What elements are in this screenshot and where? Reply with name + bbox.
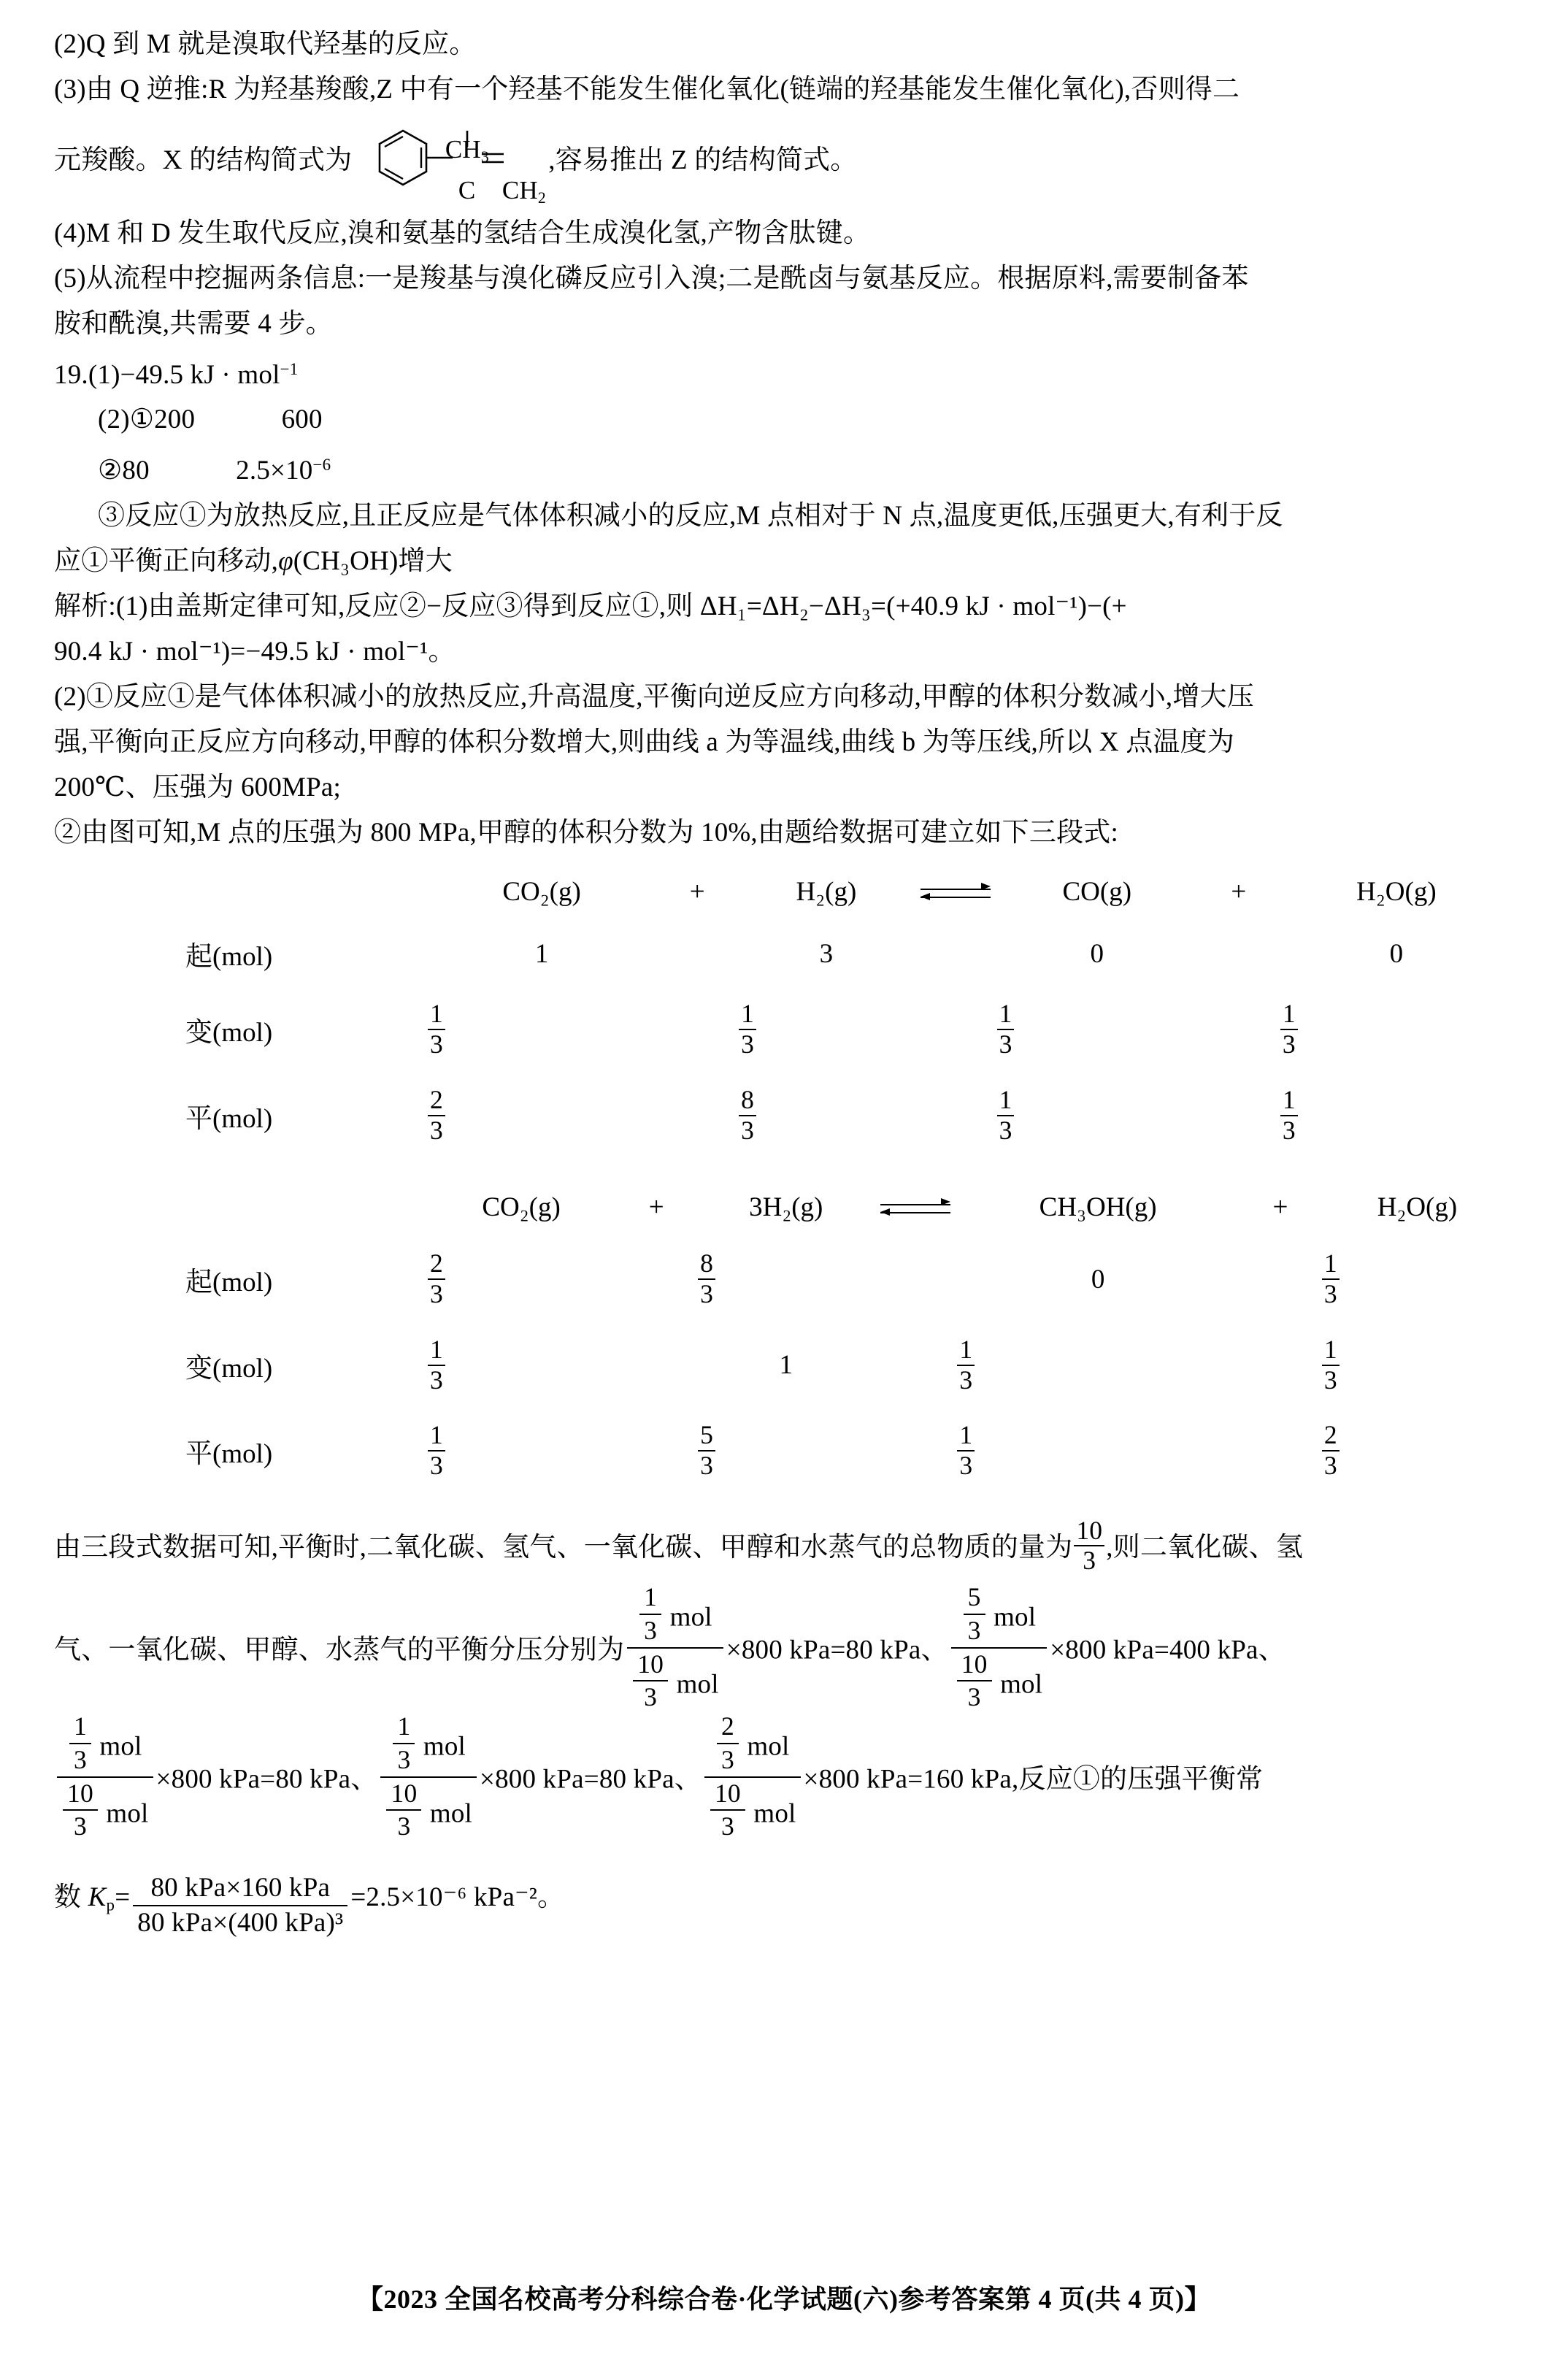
structural-formula-x — [359, 115, 546, 211]
table-row — [54, 1236, 1514, 1322]
partial-pressure-result-1: ×800 kPa=80 kPa、 — [726, 1635, 948, 1665]
phi-symbol: φ — [278, 546, 293, 577]
table2-row-1-cell-1: 1 — [779, 1350, 793, 1381]
table2-row-1-cell-3: $\frac{1}{3}$ — [1322, 1322, 1340, 1408]
calc-line-2-text: 气、一氧化碳、甲醇、水蒸气的平衡分压分别为 — [54, 1635, 625, 1665]
equilibrium-arrow-icon — [875, 1178, 956, 1236]
table1-row-2-cell-1: $\frac{8}{3}$ — [739, 1073, 756, 1159]
explanation-1-line-2: 90.4 kJ · mol⁻¹)=−49.5 kJ · mol⁻¹。 — [54, 637, 456, 667]
kp-denominator: 80 kPa×(400 kPa)³ — [133, 1905, 347, 1939]
table1-row-0-gap-1 — [657, 921, 737, 986]
explanation-2-line-3: 200℃、压强为 600MPa; — [54, 772, 342, 803]
partial-pressure-expr-1: $\frac{1}{3}$ mol $\frac{10}{3}$ mol — [627, 1583, 723, 1712]
equilibrium-arrow-icon — [915, 863, 996, 921]
table1-row-0-label: 起(mol) — [185, 942, 273, 973]
calc-line-2 — [54, 1583, 1514, 1712]
partial-pressure-result-3: ×800 kPa=80 kPa、 — [155, 1764, 378, 1795]
table2-row-2-cell-3: $\frac{2}{3}$ — [1322, 1408, 1340, 1494]
table-row — [54, 921, 1514, 986]
table-row — [54, 1073, 1514, 1159]
table-row — [54, 1322, 1514, 1408]
table2-row-1-cell-0: $\frac{1}{3}$ — [428, 1322, 445, 1408]
table1-row-2-cell-3: $\frac{1}{3}$ — [1280, 1073, 1298, 1159]
kp-numerator: 80 kPa×160 kPa — [150, 1872, 331, 1903]
partial-pressure-expr-2: $\frac{5}{3}$ mol $\frac{10}{3}$ mol — [951, 1583, 1048, 1712]
table-row — [54, 1408, 1514, 1494]
table1-row-0-cell-0: 1 — [534, 938, 549, 969]
table2-row-1-cell-2: $\frac{1}{3}$ — [957, 1322, 975, 1408]
q19-answer-2-2-b: 2.5×10 — [236, 456, 313, 486]
q19-answer-2-1-a: (2)①200 — [98, 404, 196, 435]
q19-answer-2-3-line-1: ③反应①为放热反应,且正反应是气体体积减小的反应,M 点相对于 N 点,温度更低,压强更大,有利于反 — [98, 501, 1283, 532]
calc-total-moles-fraction: $\frac{10}{3}$ — [1074, 1516, 1104, 1576]
table1-reactant-1: CO₂(g) — [502, 877, 581, 908]
q19-answer-1-prefix: (1) — [88, 359, 120, 390]
structure-label-c: C — [458, 175, 476, 204]
partial-pressure-result-2: ×800 kPa=400 kPa、 — [1050, 1635, 1285, 1665]
partial-pressure-expr-4: $\frac{1}{3}$ mol $\frac{10}{3}$ mol — [380, 1712, 477, 1841]
structure-label-ch3: $CH_3$ — [445, 134, 489, 166]
table1-row-0-cell-3: 0 — [1389, 938, 1404, 969]
table1-header-label — [54, 863, 426, 921]
calc-line-1-text: 由三段式数据可知,平衡时,二氧化碳、氢气、一氧化碳、甲醇和水蒸气的总物质的量为 — [54, 1533, 1073, 1563]
calc-line-1-suffix: ,则二氧化碳、氢 — [1106, 1533, 1304, 1563]
explanation-1-line-1: 解析:(1)由盖斯定律可知,反应②−反应③得到反应①,则 ΔH₁=ΔH₂−ΔH₃=(+40.9 kJ · mol⁻¹)−(+ — [54, 591, 1127, 622]
explanation-2-line-4: ②由图可知,M 点的压强为 800 MPa,甲醇的体积分数为 10%,由题给数据可建立如下三段式: — [54, 818, 1118, 848]
table2-row-2-cell-1: $\frac{5}{3}$ — [698, 1408, 715, 1494]
table1-row-0-cell-1: 3 — [819, 938, 834, 969]
table2-header-label — [54, 1178, 426, 1236]
q19-answer-2-1-b: 600 — [281, 404, 323, 435]
q18-item-2: (2)Q 到 M 就是溴取代羟基的反应。 — [54, 29, 477, 59]
partial-pressure-expr-5: $\frac{2}{3}$ mol $\frac{10}{3}$ mol — [704, 1712, 801, 1841]
partial-pressure-result-5: ×800 kPa=160 kPa,反应①的压强平衡常 — [803, 1764, 1264, 1795]
table1-row-0-cell-2: 0 — [1090, 938, 1104, 969]
table2-reactant-2: 3H₂(g) — [749, 1192, 823, 1223]
table2-row-0-cell-0: $\frac{2}{3}$ — [428, 1236, 445, 1322]
kp-formula-line — [54, 1855, 1514, 1948]
table2-plus-2: + — [1272, 1192, 1288, 1223]
partial-pressure-expr-3: $\frac{1}{3}$ mol $\frac{10}{3}$ mol — [57, 1712, 153, 1841]
q19-number: 19. — [54, 359, 88, 390]
table1-row-1-cell-0: $\frac{1}{3}$ — [428, 986, 445, 1073]
q19-answer-2-1 — [54, 397, 1514, 442]
kp-equals: = — [115, 1882, 131, 1913]
table1-row-1-label: 变(mol) — [185, 1018, 273, 1048]
kp-subscript: p — [106, 1895, 115, 1914]
q18-item-3-suffix: ,容易推出 Z 的结构简式。 — [548, 145, 858, 175]
table1-row-1-cell-2: $\frac{1}{3}$ — [997, 986, 1015, 1073]
table2-reactant-1: CO₂(g) — [482, 1192, 561, 1223]
q18-item-5-line-1: (5)从流程中挖掘两条信息:一是羧基与溴化磷反应引入溴;二是酰卤与氨基反应。根据原料,需要制备苯 — [54, 263, 1249, 294]
q19-answer-2-3-line-2 — [54, 539, 1514, 584]
partial-pressure-result-4: ×800 kPa=80 kPa、 — [480, 1764, 702, 1795]
table2-product-2: H₂O(g) — [1377, 1192, 1458, 1223]
kp-prefix: 数 — [54, 1882, 88, 1913]
table-header-row — [54, 863, 1514, 921]
table1-row-0-gap-2 — [915, 921, 996, 986]
q18-item-3-line-1: (3)由 Q 逆推:R 为羟基羧酸,Z 中有一个羟基不能发生催化氧化(链端的羟基能发生催化氧化),否则得二 — [54, 74, 1240, 104]
page-footer: 【2023 全国名校高考分科综合卷·化学试题(六)参考答案第 4 页(共 4 页)】 — [357, 2285, 1211, 2314]
table1-row-0-gap-3 — [1199, 921, 1279, 986]
table1-row-2-cell-2: $\frac{1}{3}$ — [997, 1073, 1015, 1159]
table1-plus-2: + — [1231, 877, 1247, 908]
q19-answer-1-value: −49.5 kJ · mol — [120, 359, 280, 390]
structure-label-ch2: $CH_2$ — [501, 175, 546, 207]
three-stage-table-2 — [54, 1178, 1514, 1494]
table2-product-1: CH₃OH(g) — [1039, 1192, 1157, 1223]
q19-answer-2-2-a: ②80 — [98, 456, 150, 486]
table2-plus-1: + — [648, 1192, 664, 1223]
q18-item-3-prefix: 元羧酸。X 的结构简式为 — [54, 145, 353, 175]
explanation-2-line-2: 强,平衡向正反应方向移动,甲醇的体积分数增大,则曲线 a 为等温线,曲线 b 为等压线,所以 X 点温度为 — [54, 727, 1234, 758]
table2-row-2-label: 平(mol) — [185, 1439, 273, 1470]
table1-product-2: H₂O(g) — [1356, 877, 1437, 908]
kp-symbol: K — [88, 1882, 107, 1913]
table1-row-1-cell-3: $\frac{1}{3}$ — [1280, 986, 1298, 1073]
table1-row-2-label: 平(mol) — [185, 1103, 273, 1134]
table1-row-2-cell-0: $\frac{2}{3}$ — [428, 1073, 445, 1159]
table1-reactant-2: H₂(g) — [796, 877, 857, 908]
table-header-row — [54, 1178, 1514, 1236]
q19-answer-2-3-suffix: (CH₃OH)增大 — [293, 546, 453, 577]
table1-plus-1: + — [689, 877, 705, 908]
q18-item-5-line-2: 胺和酰溴,共需要 4 步。 — [54, 308, 333, 339]
calc-line-3 — [54, 1712, 1514, 1841]
table2-row-0-cell-3: $\frac{1}{3}$ — [1322, 1236, 1340, 1322]
q19-answer-2-2 — [54, 442, 1514, 494]
table2-row-0-cell-2: 0 — [1091, 1264, 1105, 1295]
table1-row-1-cell-1: $\frac{1}{3}$ — [739, 986, 756, 1073]
q19-answer-1 — [54, 347, 1514, 398]
table1-product-1: CO(g) — [1062, 877, 1132, 908]
three-stage-table-1 — [54, 863, 1514, 1158]
table2-row-0-cell-1: $\frac{8}{3}$ — [698, 1236, 715, 1322]
kp-result: =2.5×10⁻⁶ kPa⁻²。 — [350, 1882, 565, 1913]
explanation-2-line-1: (2)①反应①是气体体积减小的放热反应,升高温度,平衡向逆反应方向移动,甲醇的体积分数减小,增大压 — [54, 682, 1254, 713]
q19-answer-2-3-prefix: 应①平衡正向移动, — [54, 546, 279, 577]
table-row — [54, 986, 1514, 1073]
q19-answer-1-exponent: −1 — [280, 359, 299, 378]
table2-row-1-label: 变(mol) — [185, 1353, 273, 1384]
table2-row-2-cell-2: $\frac{1}{3}$ — [957, 1408, 975, 1494]
q18-item-4: (4)M 和 D 发生取代反应,溴和氨基的氢结合生成溴化氢,产物含肽键。 — [54, 218, 871, 248]
calc-line-1 — [54, 1513, 1514, 1583]
q18-item-3-line-2 — [54, 112, 1514, 211]
kp-fraction — [133, 1873, 347, 1939]
table2-row-2-cell-0: $\frac{1}{3}$ — [428, 1408, 445, 1494]
q19-answer-2-2-exponent: −6 — [312, 456, 331, 475]
table2-row-0-label: 起(mol) — [185, 1268, 273, 1298]
